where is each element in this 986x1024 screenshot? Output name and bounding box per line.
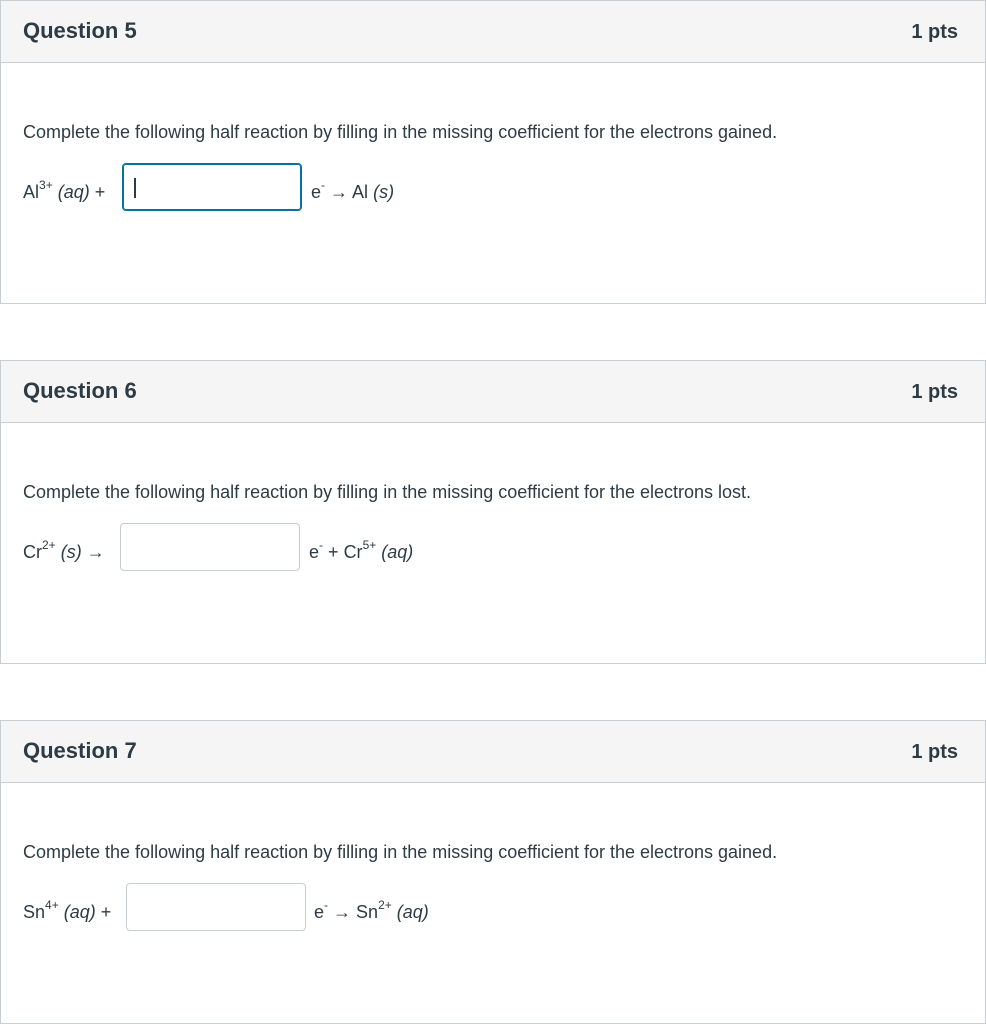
product [314, 898, 429, 923]
question-7 [0, 720, 986, 1024]
electron-charge: - [319, 538, 324, 552]
reactant-species: Cr [23, 542, 42, 562]
product-charge: 2+ [378, 898, 392, 912]
question-title: Question 5 [23, 18, 137, 43]
question-5 [0, 0, 986, 304]
question-6 [0, 360, 986, 664]
text-caret [134, 178, 136, 198]
electron-coefficient-input[interactable] [126, 883, 306, 931]
product-species: Al [352, 182, 369, 202]
product-state: (aq) [396, 902, 429, 922]
electron-charge: - [321, 178, 326, 192]
electron-coefficient-input[interactable] [120, 523, 300, 571]
product-charge: 5+ [362, 538, 377, 552]
reactant-species: Sn [23, 902, 46, 922]
product-species: Cr [343, 542, 363, 562]
reactant [23, 178, 106, 203]
electron-symbol: e [314, 902, 325, 922]
reactant-charge: 3+ [39, 178, 53, 192]
operator: + [100, 902, 112, 922]
question-points: 1 pts [911, 21, 958, 43]
product-state: (s) [373, 182, 395, 202]
reactant-state: (s) [60, 542, 82, 562]
question-points: 1 pts [911, 741, 958, 763]
question-header [1, 721, 985, 783]
operator: → [86, 542, 105, 562]
electron-symbol: e [311, 182, 322, 202]
operator: + [94, 182, 106, 202]
product [309, 538, 414, 563]
reactant-state: (aq) [57, 182, 90, 202]
reactant-charge: 4+ [45, 898, 59, 912]
reactant-state: (aq) [63, 902, 96, 922]
reactant-charge: 2+ [42, 538, 56, 552]
electron-symbol: e [309, 542, 320, 562]
question-prompt: Complete the following half reaction by filling in the missing coefficient for the electrons lost. [23, 482, 752, 502]
product [311, 178, 395, 203]
reactant-species: Al [23, 182, 40, 202]
reaction-arrow: → [330, 182, 349, 202]
reactant [23, 898, 112, 923]
question-header [1, 361, 985, 423]
product-species: Sn [356, 902, 379, 922]
question-title: Question 6 [23, 378, 137, 403]
question-title: Question 7 [23, 738, 137, 763]
electron-charge: - [324, 898, 329, 912]
reactant [23, 538, 105, 563]
reaction-arrow: → [333, 902, 352, 922]
question-points: 1 pts [911, 381, 958, 403]
product-state: (aq) [381, 542, 414, 562]
question-prompt: Complete the following half reaction by filling in the missing coefficient for the electrons gained. [23, 122, 778, 142]
question-prompt: Complete the following half reaction by filling in the missing coefficient for the electrons gained. [23, 842, 778, 862]
plus-sign: + [328, 542, 339, 562]
electron-coefficient-input[interactable] [122, 163, 302, 211]
question-header [1, 1, 985, 63]
